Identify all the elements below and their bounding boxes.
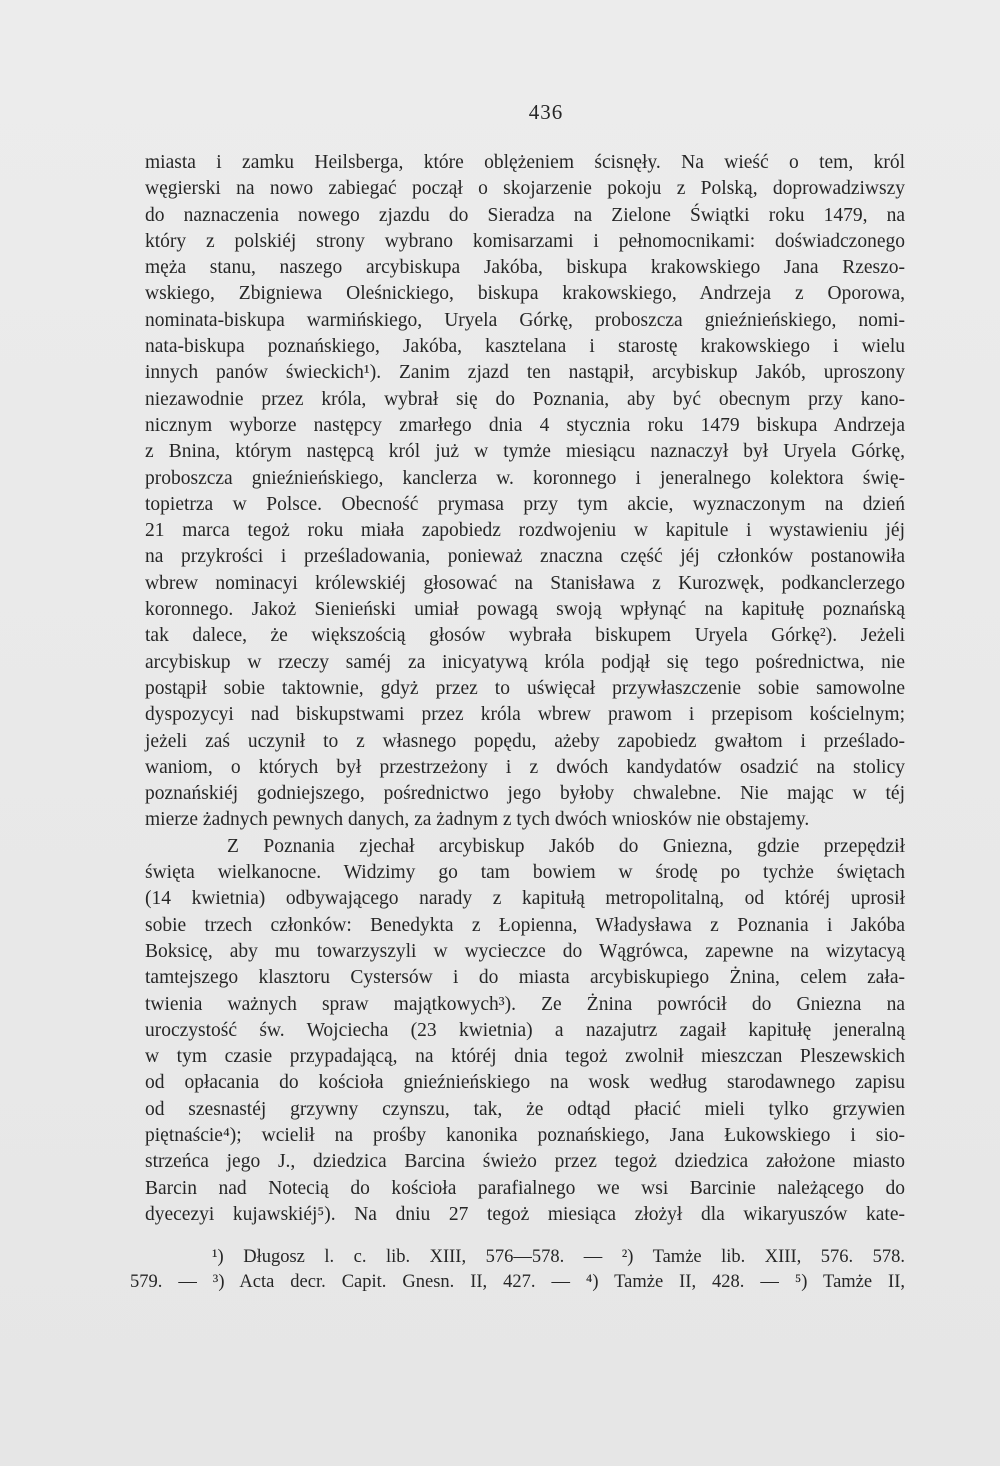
text-line: nicznym wyborze następcy zmarłego dnia 4 stycznia roku 1479 biskupa Andrzeja [145, 414, 905, 436]
text-line: topietrza w Polsce. Obecność prymasa przy tym akcie, wyznaczonym na dzień [145, 493, 905, 515]
text-line: nata-biskupa poznańskiego, Jakóba, kasztelana i starostę krakowskiego i wielu [145, 336, 905, 358]
text-line: tak dalece, że większością głosów wybrała biskupem Uryela Górkę²). Jeżeli [145, 625, 905, 647]
text-line: Barcin nad Notecią do kościoła parafialnego we wsi Barcinie należącego do [145, 1177, 905, 1199]
text-line: sobie trzech członków: Benedykta z Łopienna, Władysława z Poznania i Jakóba [145, 914, 905, 936]
text-line: męża stanu, naszego arcybiskupa Jakóba, biskupa krakowskiego Jana Rzeszo- [145, 257, 905, 279]
text-line: (14 kwietnia) odbywającego narady z kapitułą metropolitalną, od któréj uprosił [145, 888, 905, 910]
text-line: święta wielkanocne. Widzimy go tam bowiem w środę po tychże świętach [145, 862, 905, 884]
text-line: uroczystość św. Wojciecha (23 kwietnia) a nazajutrz zagaił kapitułę jeneralną [145, 1019, 905, 1041]
text-line: piętnaście⁴); wcielił na prośby kanonika poznańskiego, Jana Łukowskiego i sio- [145, 1124, 905, 1146]
text-line: wbrew nominacyi królewskiéj głosować na Stanisława z Kurozwęk, podkanclerzego [145, 572, 905, 594]
text-line: nominata-biskupa warmińskiego, Uryela Górkę, proboszcza gnieźnieńskiego, nomi- [145, 309, 905, 331]
text-line: innych panów świeckich¹). Zanim zjazd ten nastąpił, arcybiskup Jakób, uproszony [145, 362, 905, 384]
text-line: od opłacania do kościoła gnieźnieńskiego na wosk według starodawnego zapisu [145, 1072, 905, 1094]
text-line: strzeńca jego J., dziedzica Barcina świeżo przez tegoż dziedzica założone miasto [145, 1151, 905, 1173]
text-line: w tym czasie przypadającą, na któréj dnia tegoż zwolnił mieszczan Pleszewskich [145, 1046, 905, 1068]
text-line: 21 marca tegoż roku miała zapobiedz rozdwojeniu w kapitule i wystawieniu jéj [145, 520, 905, 542]
footnotes [130, 1245, 905, 1295]
text-line: postąpił sobie taktownie, gdyż przez to uświęcał przywłaszczenie sobie samowolne [145, 677, 905, 699]
text-line: Boksicę, aby mu towarzyszyli w wycieczce do Wągrówca, zapewne na wizytacyą [145, 940, 905, 962]
page-number: 436 [528, 100, 564, 124]
text-line: koronnego. Jakoż Sienieński umiał powagą swoją wpłynąć na kapitułę poznańską [145, 599, 905, 621]
text-line: jeżeli zaś uczynił to z własnego popędu, ażeby zapobiedz gwałtom i prześlado- [145, 730, 905, 752]
text-line: od szesnastéj grzywny czynszu, tak, że odtąd płacić mieli tylko grzywien [145, 1098, 905, 1120]
text-line: do naznaczenia nowego zjazdu do Sieradza na Zielone Świątki roku 1479, na [145, 204, 905, 226]
text-line: niezawodnie przez króla, wybrał się do Poznania, aby być obecnym przy kano- [145, 388, 905, 410]
text-line: z Bnina, którym następcą król już w tymże miesiącu naznaczył był Uryela Górkę, [145, 441, 905, 463]
text-line: który z polskiéj strony wybrano komisarzami i pełnomocnikami: doświadczonego [145, 230, 905, 252]
text-line: tamtejszego klasztoru Cystersów i do miasta arcybiskupiego Żnina, celem zała- [145, 967, 905, 989]
body-text [145, 150, 905, 1228]
text-line: na przykrości i prześladowania, ponieważ znaczna część jéj członków postanowiła [145, 546, 905, 568]
text-line: twienia ważnych spraw majątkowych³). Ze Żnina powrócił do Gniezna na [145, 993, 905, 1015]
text-line: proboszcza gnieźnieńskiego, kanclerza w. koronnego i jeneralnego kolektora świę- [145, 467, 905, 489]
text-line: arcybiskup w rzeczy saméj za inicyatywą króla podjął się tego pośrednictwa, nie [145, 651, 905, 673]
text-line: węgierski na nowo zabiegać począł o skojarzenie pokoju z Polską, doprowadziwszy [145, 178, 905, 200]
text-line: Z Poznania zjechał arcybiskup Jakób do Gniezna, gdzie przepędził [227, 835, 905, 857]
text-line: dyecezyi kujawskiéj⁵). Na dniu 27 tegoż miesiąca złożył dla wikaryuszów kate- [145, 1203, 905, 1225]
text-line: dyspozycyi nad biskupstwami przez króla wbrew prawom i przepisom kościelnym; [145, 704, 905, 726]
text-line: wskiego, Zbigniewa Oleśnickiego, biskupa krakowskiego, Andrzeja z Oporowa, [145, 283, 905, 305]
footnote-line: 579. — ³) Acta decr. Capit. Gnesn. II, 427. — ⁴) Tamże II, 428. — ⁵) Tamże II, [130, 1272, 905, 1292]
text-line: mierze żadnych pewnych danych, za żadnym z tych dwóch wniosków nie obstajemy. [145, 809, 810, 831]
text-line: waniom, o których był przestrzeżony i z dwóch kandydatów osadzić na stolicy [145, 756, 905, 778]
text-line: poznańskiéj godniejszego, pośrednictwo jego byłoby chwalebne. Nie mając w téj [145, 783, 905, 805]
footnote-line: ¹) Długosz l. c. lib. XIII, 576—578. — ²) Tamże lib. XIII, 576. 578. [212, 1247, 905, 1267]
text-line: miasta i zamku Heilsberga, które oblężeniem ścisnęły. Na wieść o tem, król [145, 152, 905, 173]
